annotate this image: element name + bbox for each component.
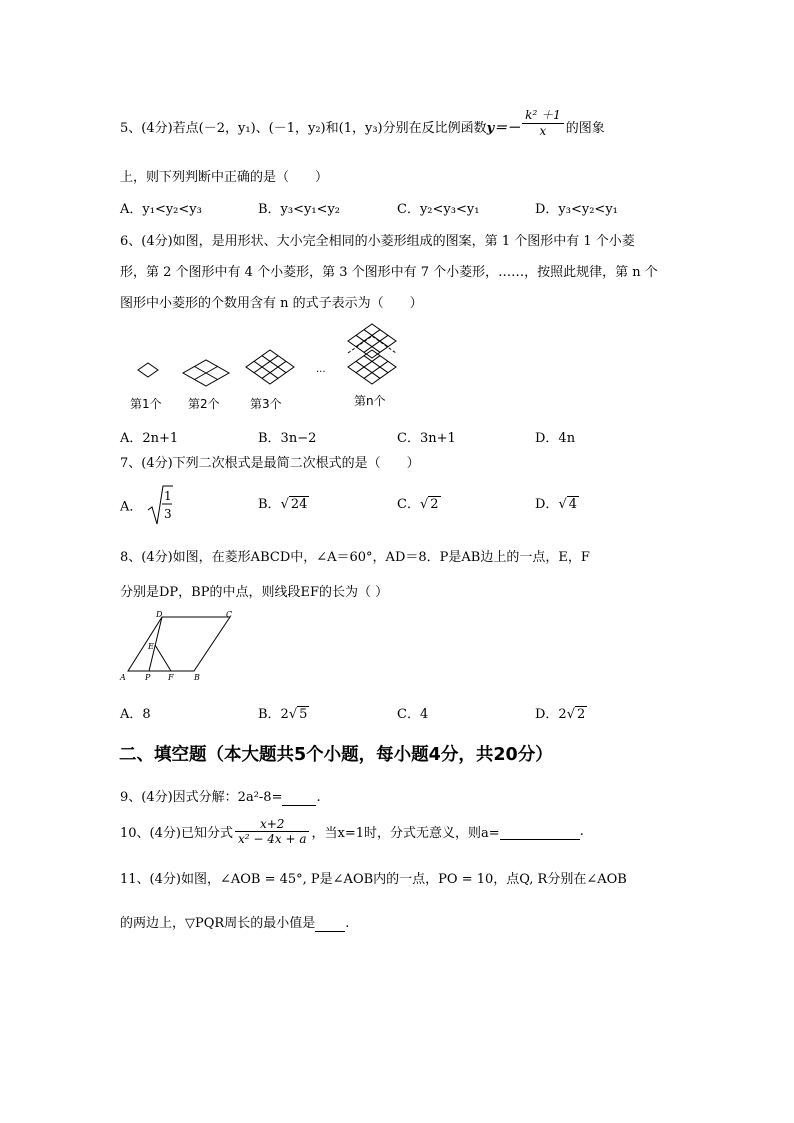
- q8-option-c: C．4: [397, 707, 429, 722]
- q8-b-radicand: 5: [299, 707, 308, 722]
- q7-letter-d: D．: [535, 497, 559, 512]
- q6-line2: 形，第 2 个图形中有 4 个小菱形，第 3 个图形中有 7 个小菱形，……，按照此规律，第 n 个: [120, 265, 658, 280]
- q6-ellipsis: ···: [316, 367, 326, 378]
- q8-d-prefix: D．2: [535, 707, 567, 722]
- q7-c-sqrt: √ 2: [419, 497, 439, 512]
- q8-label-a: A: [120, 673, 126, 682]
- q9-text: 9、(4分)因式分解：2a²-8=: [120, 790, 283, 805]
- q7-b-sqrt: √ 24: [280, 497, 308, 512]
- fig3-rhombus-grid: [246, 350, 294, 384]
- q5-line2: 上，则下列判断中正确的是（ ）: [120, 170, 329, 185]
- q8-d-sqrt: √ 2: [566, 707, 586, 722]
- q5-option-c: C．y₂<y₃<y₁: [397, 202, 480, 217]
- q6-caption-1: 第1个: [130, 397, 162, 411]
- q8-d-radicand: 2: [577, 707, 586, 722]
- q10-mid: ，当x=1时，分式无意义，则a=: [311, 826, 500, 841]
- q10-answer-blank[interactable]: [500, 824, 580, 840]
- q10-end: .: [579, 824, 584, 839]
- q5-fraction: [522, 106, 564, 138]
- q10-num: x+2: [259, 817, 285, 831]
- q10-line: [120, 817, 584, 846]
- q8-option-d: [535, 703, 587, 722]
- q10-den: x² − 4x + a: [235, 831, 310, 846]
- q6-option-b: B．3n−2: [258, 431, 317, 446]
- q11-line1: 11、(4分)如图，∠AOB = 45°, P是∠AOB内的一点，PO = 10，点Q, R分别在∠AOB: [120, 872, 627, 887]
- q7-letter-b: B．: [258, 497, 281, 512]
- q8-line1: 8、(4分)如图，在菱形ABCD中，∠A＝60°，AD＝8．P是AB边上的一点，E，F: [120, 550, 590, 565]
- q5-line1: [120, 107, 605, 138]
- q6-rhombus-pattern-figure: [120, 318, 420, 390]
- q9-end: .: [316, 790, 321, 805]
- q7-option-c: [397, 493, 441, 512]
- q7-d-sqrt: √ 4: [558, 497, 578, 512]
- section-2-title: 二、填空题（本大题共5个小题，每小题4分，共20分）: [119, 745, 553, 765]
- q5-stem1: 5、(4分)若点(－2，y₁)、(－1，y₂)和(1，y₃)分别在反比例函数: [120, 121, 487, 136]
- q7-option-d: [535, 493, 579, 512]
- q8-b-sqrt: √ 5: [288, 707, 308, 722]
- q8-option-a: A．8: [120, 707, 151, 722]
- q8-label-f: F: [168, 673, 174, 682]
- q7-c-radicand: 2: [430, 497, 439, 512]
- q6-caption-2: 第2个: [188, 397, 220, 411]
- fign-rhombus-stack: [348, 324, 396, 384]
- fig2-rhombus-grid: [183, 360, 229, 386]
- q5-frac-den: x: [522, 123, 564, 138]
- q7-letter-a: A．: [120, 499, 143, 515]
- q7-d-radicand: 4: [568, 497, 578, 512]
- q9-line: [120, 786, 321, 806]
- q7-a-num: 1: [163, 489, 172, 503]
- q5-frac-num: k² ＋1: [525, 107, 561, 122]
- q6-caption-3: 第3个: [250, 397, 282, 411]
- q6-caption-n: 第n个: [354, 394, 386, 408]
- q8-rhombus-figure: [118, 608, 248, 682]
- q11-answer-blank[interactable]: [315, 916, 345, 932]
- q6-option-d: D．4n: [535, 431, 576, 446]
- q7-option-a: [120, 484, 173, 526]
- q7-option-b: [258, 493, 309, 512]
- q8-option-b: [258, 703, 309, 722]
- q8-line2: 分别是DP，BP的中点，则线段EF的长为（ ）: [120, 585, 389, 600]
- q5-option-a: A．y₁<y₂<y₃: [120, 202, 202, 217]
- q11-text: 的两边上，▽PQR周长的最小值是: [120, 916, 316, 931]
- q11-line2: [120, 912, 349, 932]
- q6-line3: 图形中小菱形的个数用含有 n 的式子表示为（ ）: [120, 296, 423, 311]
- q7-a-den: 3: [163, 507, 172, 521]
- q10-pre: 10、(4分)已知分式: [120, 826, 233, 841]
- q8-label-e: E: [148, 642, 154, 651]
- q6-option-c: C．3n+1: [397, 431, 456, 446]
- q5-func-lhs: y＝－: [486, 121, 521, 136]
- q10-fraction: [235, 817, 310, 846]
- q8-label-c: C: [226, 610, 233, 619]
- q6-line1: 6、(4分)如图，是用形状、大小完全相同的小菱形组成的图案，第 1 个图形中有 1 个小菱: [120, 234, 635, 249]
- q8-label-d: D: [156, 610, 163, 619]
- q7-letter-c: C．: [397, 497, 420, 512]
- q8-b-prefix: B．2: [258, 707, 289, 722]
- q11-end: .: [345, 916, 350, 931]
- q8-label-p: P: [145, 673, 151, 682]
- q5-option-b: B．y₃<y₁<y₂: [258, 202, 341, 217]
- fig1-rhombus: [138, 363, 158, 377]
- q7-b-radicand: 24: [290, 497, 308, 512]
- q7-sqrt-symbol: [147, 484, 173, 526]
- q5-stem1-end: 的图象: [565, 121, 605, 136]
- q5-option-d: D．y₃<y₂<y₁: [535, 202, 618, 217]
- q9-answer-blank[interactable]: [282, 790, 316, 806]
- q8-label-b: B: [194, 673, 200, 682]
- q7-stem: 7、(4分)下列二次根式是最简二次根式的是（ ）: [120, 456, 420, 471]
- q6-option-a: A．2n+1: [120, 431, 179, 446]
